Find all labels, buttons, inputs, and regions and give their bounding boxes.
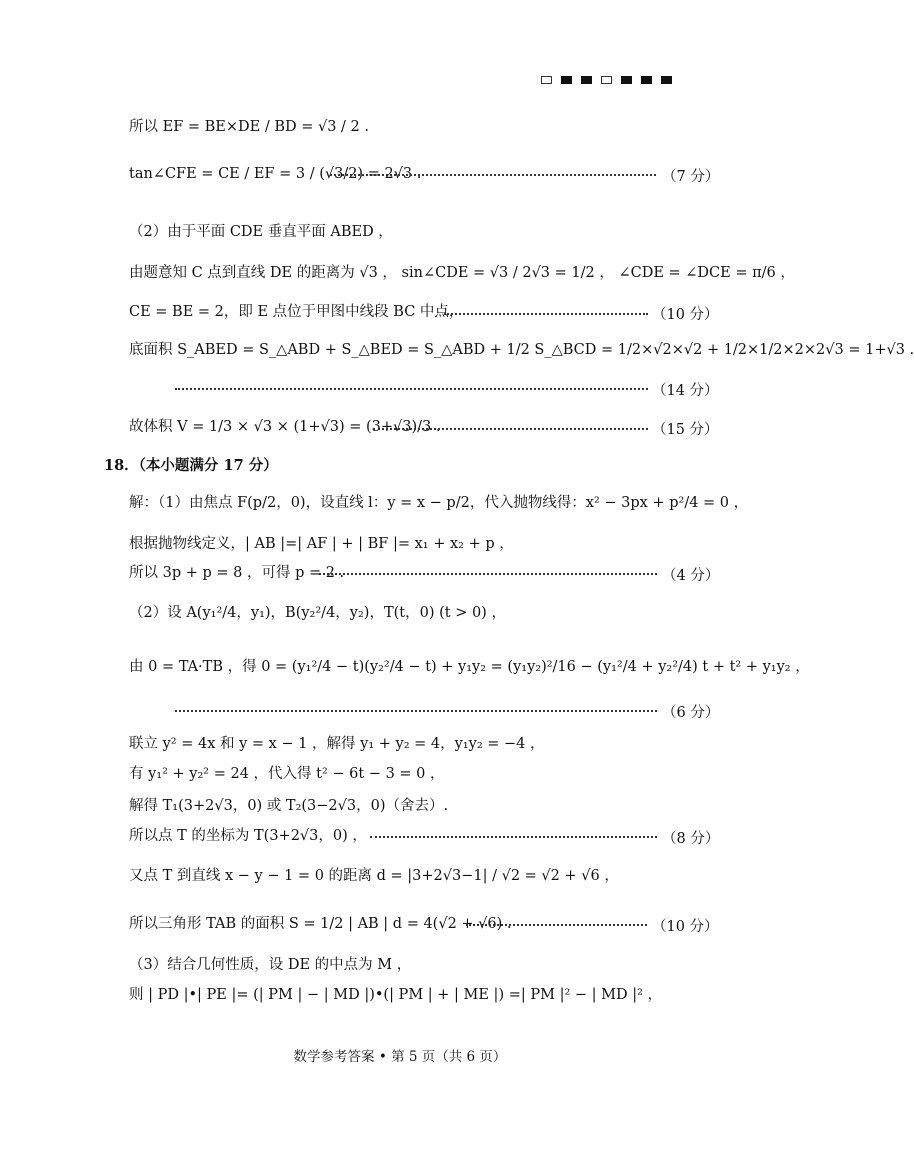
score-label: （15 分） (652, 422, 719, 438)
score-label: （8 分） (662, 831, 720, 847)
text-line: 由 0 = TA·TB ，得 0 = (y₁²/4 − t)(y₂²/4 − t) + y₁y₂ = (y₁y₂)²/16 − (y₁²/4 + y₂²/4) t + t² + y₁y₂ ， (129, 659, 810, 675)
text-line: 又点 T 到直线 x − y − 1 = 0 的距离 d = |3+2√3−1| / √2 = √2 + √6 ， (129, 868, 619, 884)
text-line: 解得 T₁(3+2√3，0) 或 T₂(3−2√3，0)（舍去）. (129, 798, 449, 814)
header-square-icon (621, 76, 632, 84)
score-label: （7 分） (662, 169, 720, 185)
text-line: 由题意知 C 点到直线 DE 的距离为 √3 ， sin∠CDE = √3 / 2√3 = 1/2 ， ∠CDE = ∠DCE = π/6 ， (129, 265, 795, 281)
leader-dots (373, 428, 648, 431)
text-line: 所以三角形 TAB 的面积 S = 1/2 | AB | d = 4(√2 + √6) . (129, 916, 512, 932)
score-label: （4 分） (662, 568, 720, 584)
text-line: 则 | PD |•| PE |= (| PM | − | MD |)•(| PM | + | ME |) =| PM |² − | MD |² ， (129, 987, 663, 1003)
header-square-icon (641, 76, 652, 84)
text-line: 底面积 S_ABED = S_△ABD + S_△BED = S_△ABD + 1/2 S_△BCD = 1/2×√2×√2 + 1/2×1/2×2×2√3 = 1+√3 . (129, 342, 914, 358)
text-line: 有 y₁² + y₂² = 24 ，代入得 t² − 6t − 3 = 0 ， (129, 766, 445, 782)
header-square-icon (561, 76, 572, 84)
text-line: 所以点 T 的坐标为 T(3+2√3，0) ， (129, 828, 367, 844)
score-label: （10 分） (652, 919, 719, 935)
page-footer: 数学参考答案 • 第 5 页（共 6 页） (293, 1049, 507, 1065)
text-line: （3）结合几何性质，设 DE 的中点为 M ， (129, 957, 412, 973)
leader-dots (466, 924, 647, 927)
leader-dots (444, 313, 648, 316)
text-line: 解：（1）由焦点 F(p/2，0)，设直线 l：y = x − p/2，代入抛物线得：x² − 3px + p²/4 = 0 ， (129, 495, 749, 511)
header-square-icon (601, 76, 612, 84)
leader-dots (319, 573, 657, 576)
leader-dots (175, 388, 648, 391)
score-label: （10 分） (652, 307, 719, 323)
leader-dots (330, 174, 656, 177)
leader-dots (175, 710, 657, 713)
header-square-icon (541, 76, 552, 84)
text-line: （2）设 A(y₁²/4，y₁)，B(y₂²/4，y₂)，T(t，0) (t > 0) ， (129, 605, 506, 621)
text-line: tan∠CFE = CE / EF = 3 / (√3/2) = 2√3 . (129, 166, 422, 182)
text-line: 根据抛物线定义，| AB |=| AF | + | BF |= x₁ + x₂ + p ， (129, 536, 514, 552)
text-line: （2）由于平面 CDE 垂直平面 ABED ， (129, 224, 393, 240)
text-line: 故体积 V = 1/3 × √3 × (1+√3) = (3+√3)/3 . (129, 419, 441, 435)
header-square-icon (581, 76, 592, 84)
text-line: 所以 EF = BE×DE / BD = √3 / 2 . (129, 119, 369, 135)
header-squares (541, 76, 681, 92)
score-label: （14 分） (652, 383, 719, 399)
text-line: 所以 3p + p = 8 ，可得 p = 2 . (129, 565, 345, 581)
header-square-icon (661, 76, 672, 84)
text-line: 联立 y² = 4x 和 y = x − 1 ，解得 y₁ + y₂ = 4，y₁y₂ = −4 ， (129, 736, 545, 752)
leader-dots (370, 836, 657, 839)
score-label: （6 分） (662, 705, 720, 721)
question-heading: 18．（本小题满分 17 分） (104, 457, 278, 474)
text-line: CE = BE = 2，即 E 点位于甲图中线段 BC 中点， (129, 304, 464, 320)
